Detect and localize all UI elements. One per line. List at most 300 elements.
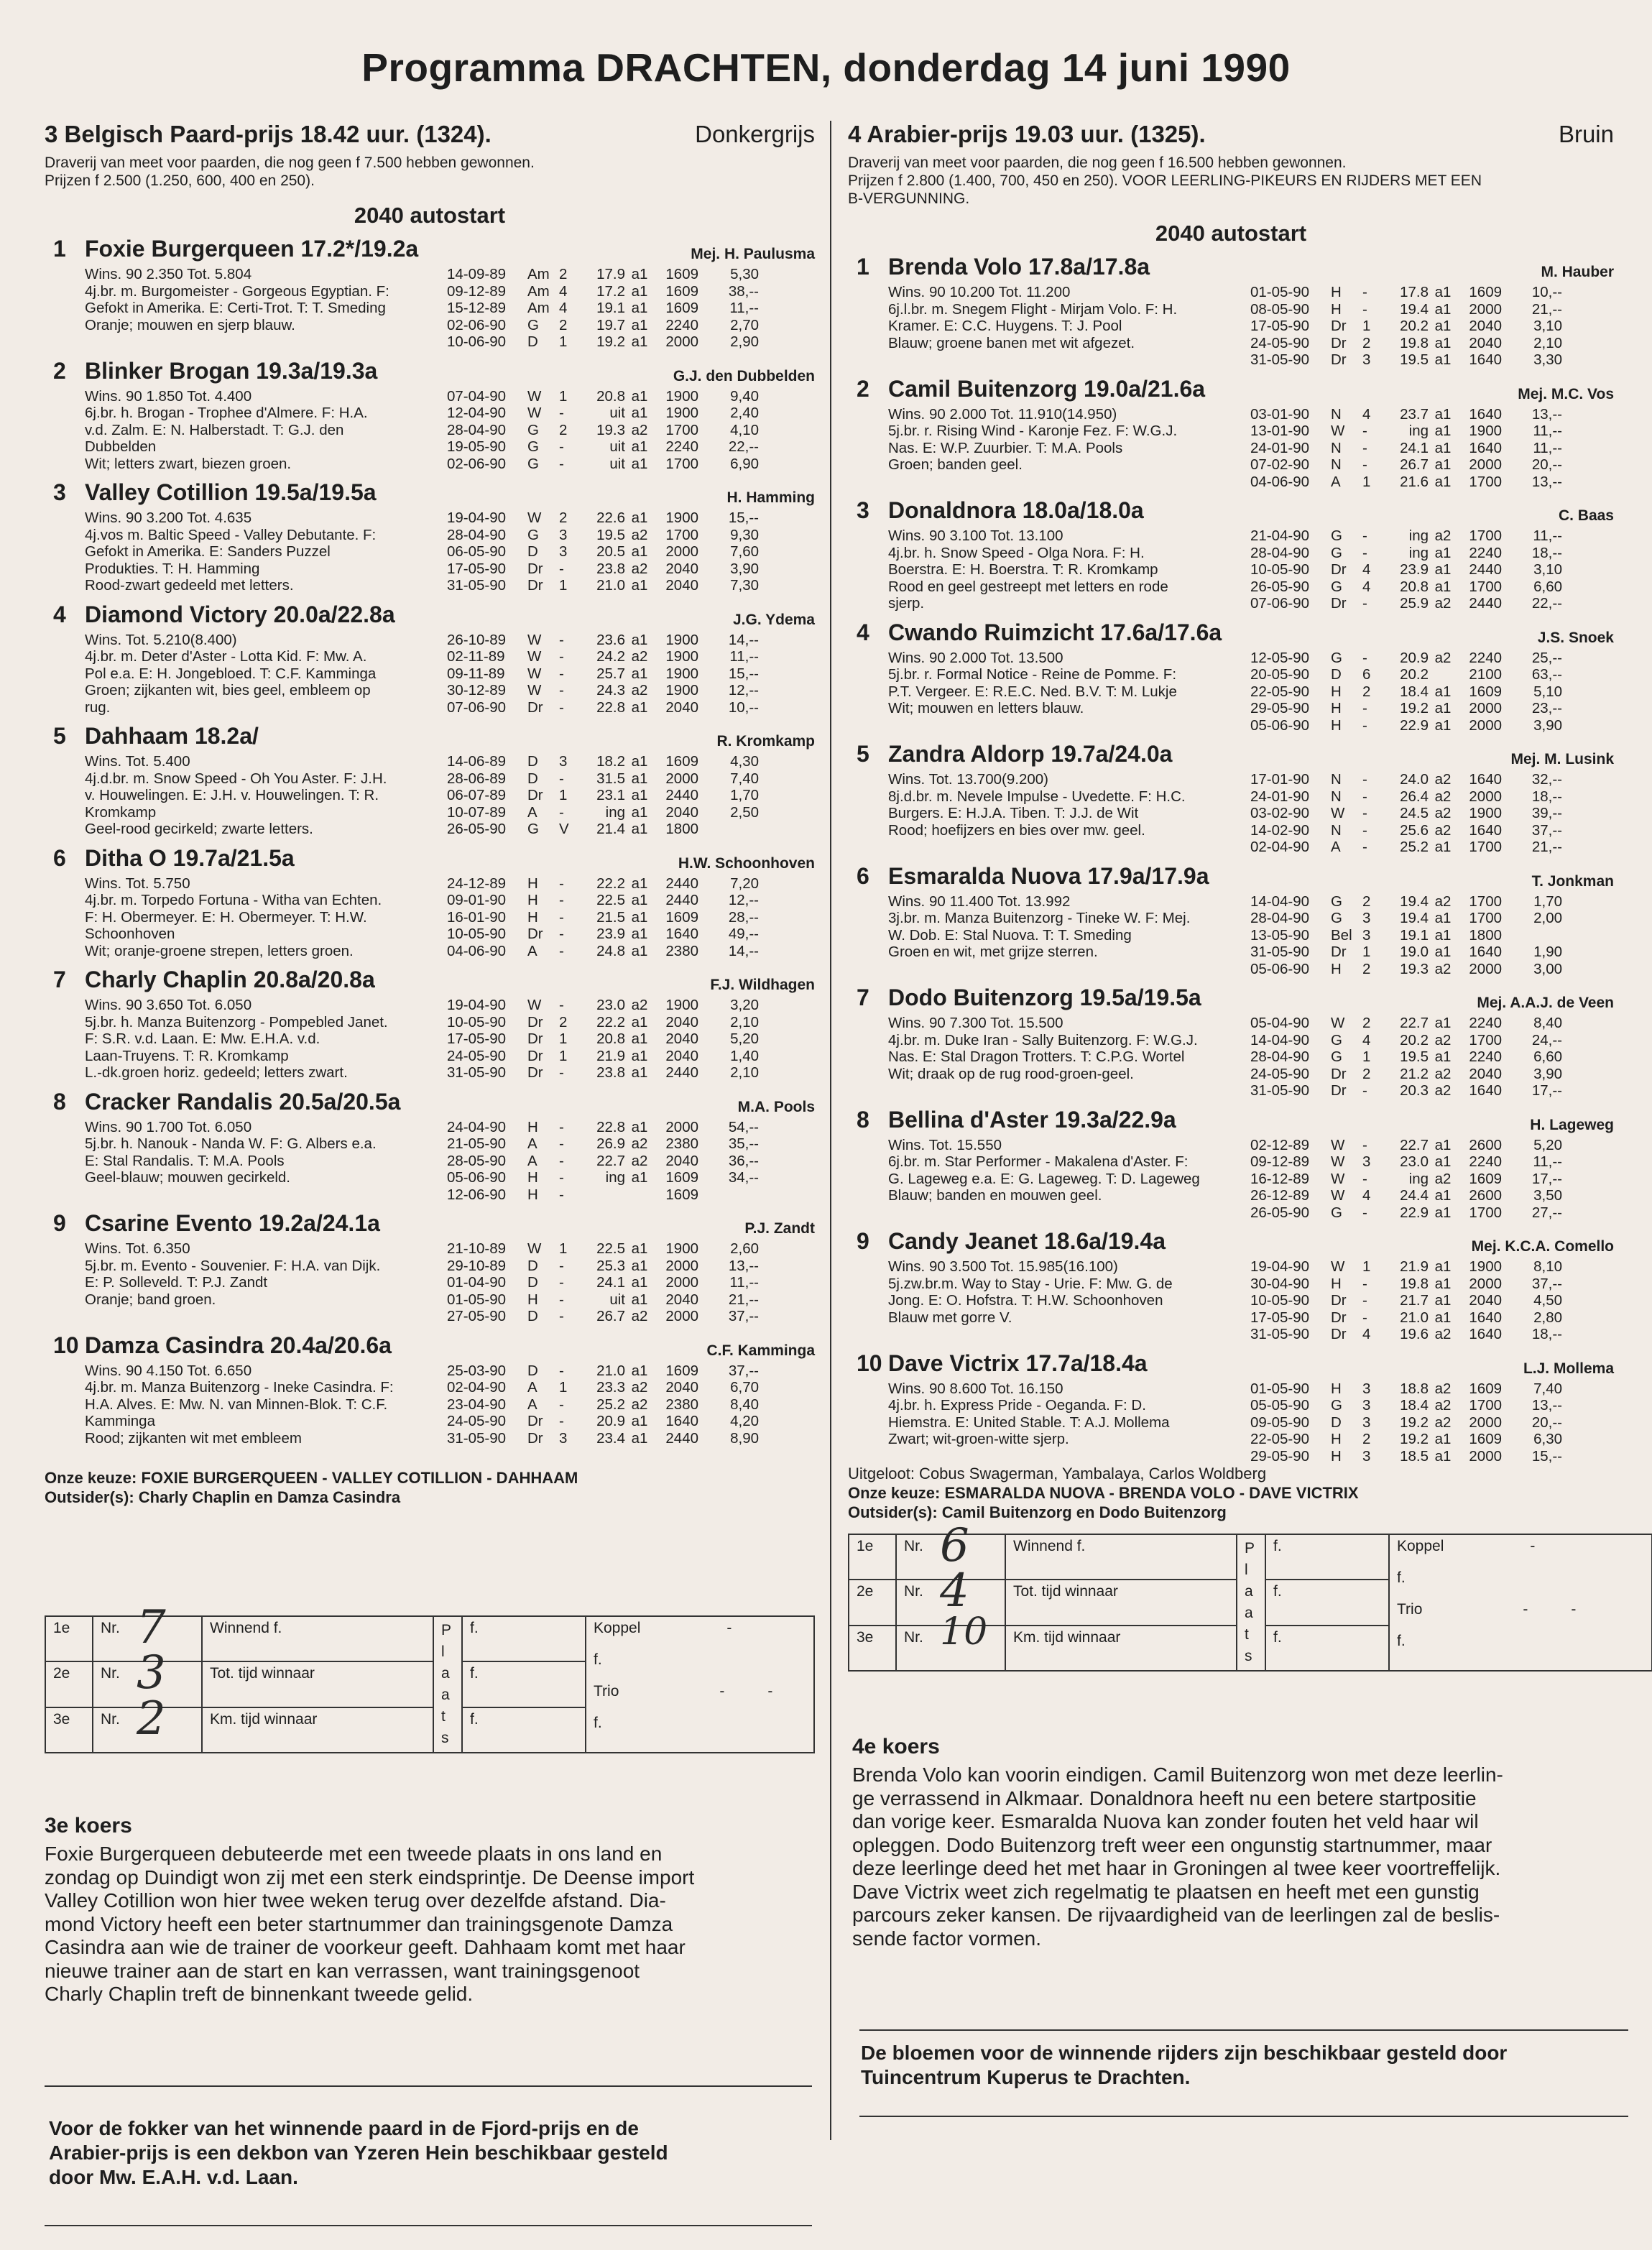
run-cell: 19-05-90: [447, 438, 507, 455]
run-cell: W: [527, 510, 542, 526]
run-cell: a1: [631, 455, 648, 472]
run-cell: 1700: [665, 455, 698, 472]
run-cell: 09-01-90: [447, 892, 507, 908]
run-cell: 3,90: [1533, 716, 1562, 734]
run-cell: Dr: [527, 698, 543, 716]
run-cell: 1: [1362, 1258, 1371, 1275]
info-line: Wins. Tot. 5.400: [85, 753, 190, 770]
run-cell: a1: [1434, 1447, 1452, 1465]
horse-entry: [45, 845, 815, 960]
run-cell: 1609: [665, 1362, 698, 1379]
horse-entry: [848, 376, 1614, 491]
run-row: [447, 456, 815, 473]
info-line: Wins. Tot. 6.350: [85, 1240, 190, 1257]
commentary-line: Brenda Volo kan voorin eindigen. Camil Buitenzorg won met deze leerlin-: [852, 1763, 1503, 1786]
entry-header: [848, 497, 1614, 527]
entry-header: [848, 863, 1614, 893]
run-cell: 26-05-90: [1250, 578, 1310, 595]
run-cell: 54,--: [728, 1118, 759, 1135]
run-cell: -: [1362, 700, 1367, 716]
run-cell: 28-06-89: [447, 770, 507, 787]
run-cell: a1: [1434, 300, 1452, 318]
run-cell: 28,--: [728, 908, 759, 926]
run-cell: -: [559, 1186, 564, 1203]
info-line: Wins. 90 3.650 Tot. 6.050: [85, 997, 252, 1013]
run-row: [1250, 545, 1614, 562]
start-number: 8: [857, 1106, 869, 1133]
entry-header: [45, 723, 815, 753]
run-cell: W: [527, 1240, 542, 1257]
run-cell: 2,50: [730, 803, 759, 821]
run-row: [1250, 284, 1614, 301]
info-line: Gefokt in Amerika. E: Sanders Puzzel: [85, 543, 331, 560]
run-cell: 1: [559, 1031, 568, 1047]
run-cell: 2040: [665, 1379, 698, 1396]
horse-info: [888, 1258, 1219, 1326]
run-cell: a2: [1434, 893, 1452, 910]
trainer-name: C.F. Kamminga: [706, 1342, 815, 1359]
run-cell: -: [1362, 839, 1367, 855]
horse-name: Camil Buitenzorg 19.0a/21.6a: [888, 375, 1206, 402]
run-cell: 22.7: [596, 1152, 625, 1169]
run-cell: -: [1362, 1136, 1367, 1153]
run-cell: 24-05-90: [1250, 1065, 1310, 1082]
race-4-commentary: [852, 1735, 1621, 1950]
run-cell: 31-05-90: [1250, 351, 1310, 368]
run-cell: a1: [1434, 423, 1452, 439]
run-cell: 1: [1362, 318, 1371, 334]
run-cell: 02-06-90: [447, 316, 507, 333]
run-cell: 26-12-89: [1250, 1187, 1310, 1204]
run-cell: 26-05-90: [447, 821, 507, 837]
recent-runs: [447, 1119, 815, 1204]
run-cell: a1: [1434, 1187, 1452, 1204]
entry-body: [848, 406, 1614, 491]
run-cell: 3: [1362, 1397, 1371, 1414]
run-cell: a2: [1434, 649, 1452, 666]
run-cell: W: [527, 405, 542, 421]
run-row: [1250, 1082, 1614, 1099]
run-cell: -: [1362, 771, 1367, 788]
run-cell: 2040: [665, 1047, 698, 1064]
run-cell: Am: [527, 300, 550, 316]
run-cell: A: [527, 1152, 537, 1169]
run-row: [447, 1240, 815, 1258]
info-line: Kamminga: [85, 1413, 155, 1429]
run-cell: 1700: [665, 526, 698, 543]
run-row: [447, 1031, 815, 1048]
run-cell: 06-07-89: [447, 787, 507, 803]
run-row: [1250, 440, 1614, 457]
run-cell: 17.2: [596, 282, 625, 300]
run-cell: H: [1331, 1380, 1342, 1397]
handwritten-number: 3: [137, 1646, 166, 1700]
run-cell: 2000: [665, 770, 698, 787]
run-row: [447, 317, 815, 334]
run-cell: 17,--: [1531, 1082, 1562, 1099]
run-cell: 3: [1362, 926, 1371, 944]
run-row: [1250, 561, 1614, 578]
run-cell: 1: [559, 1379, 568, 1396]
commentary-line: ge verrassend in Alkmaar. Donaldnora heeft nu een betere startpositie: [852, 1786, 1477, 1809]
run-row: [1250, 1032, 1614, 1049]
run-cell: 25,--: [1531, 649, 1562, 666]
trainer-name: H.W. Schoonhoven: [678, 854, 815, 872]
run-cell: 3,10: [1533, 561, 1562, 578]
run-cell: 29-05-90: [1250, 700, 1310, 716]
trainer-name: Mej. M. Lusink: [1510, 751, 1614, 767]
run-cell: 2: [1362, 1065, 1371, 1082]
run-cell: 09-12-89: [447, 282, 507, 300]
run-cell: W: [1331, 1015, 1345, 1031]
start-number: 7: [857, 985, 869, 1010]
run-row: [447, 1153, 815, 1170]
horse-entry: [45, 723, 815, 838]
info-line: Wins. 90 7.300 Tot. 15.500: [888, 1015, 1063, 1031]
run-cell: 01-04-90: [447, 1274, 507, 1291]
run-cell: A: [527, 1396, 537, 1413]
number-cell: [93, 1692, 202, 1753]
run-cell: 19.2: [596, 333, 625, 350]
run-cell: 6,70: [730, 1379, 759, 1396]
info-line: Blauw met gorre V.: [888, 1309, 1012, 1326]
amount-cell: f.: [462, 1616, 586, 1661]
run-cell: [1429, 666, 1457, 683]
entry-header: [45, 236, 815, 266]
run-row: [1250, 1326, 1614, 1343]
run-cell: a1: [631, 665, 648, 682]
info-line: Hiemstra. E: United Stable. T: A.J. Mollema: [888, 1414, 1170, 1431]
run-cell: H: [1331, 683, 1342, 700]
info-line: Schoonhoven: [85, 926, 175, 942]
info-line: Wit; letters zwart, biezen groen.: [85, 455, 292, 472]
run-cell: 25.7: [596, 665, 625, 682]
run-cell: 2380: [665, 942, 698, 959]
run-cell: a1: [1434, 578, 1452, 595]
run-cell: W: [1331, 1136, 1345, 1153]
run-row: [1250, 527, 1614, 545]
run-cell: ing: [605, 1169, 625, 1186]
run-cell: H: [527, 908, 538, 926]
result-label: Tot. tijd winnaar: [202, 1661, 433, 1707]
run-cell: 17-05-90: [447, 560, 507, 577]
run-cell: 19.3: [596, 421, 625, 438]
run-cell: 2040: [1469, 334, 1502, 351]
commentary-title: 3e koers: [45, 1814, 132, 1838]
run-cell: 2,90: [730, 333, 759, 350]
run-cell: -: [559, 698, 564, 716]
run-row: [447, 438, 815, 456]
run-cell: 7,60: [730, 543, 759, 560]
run-row: [447, 333, 815, 351]
run-cell: 24.5: [1400, 805, 1429, 821]
run-cell: 11,--: [1533, 1153, 1562, 1170]
run-row: [1250, 1448, 1614, 1465]
info-line: 4j.br. h. Express Pride - Oeganda. F: D.: [888, 1397, 1146, 1414]
run-cell: 12-06-90: [447, 1186, 507, 1203]
run-cell: W: [1331, 1170, 1345, 1187]
info-line: Wins. 90 2.000 Tot. 13.500: [888, 649, 1063, 666]
entry-header: [45, 1210, 815, 1240]
info-line: Rood-zwart gedeeld met letters.: [85, 577, 294, 594]
run-cell: 28-04-90: [1250, 910, 1310, 926]
run-cell: 17.9: [596, 266, 625, 282]
run-cell: 21.9: [596, 1047, 625, 1064]
run-cell: W: [527, 997, 542, 1013]
run-cell: D: [527, 1257, 538, 1274]
run-cell: 24-12-89: [447, 875, 507, 892]
trainer-name: H. Hamming: [726, 489, 815, 506]
run-cell: 3,90: [1533, 1065, 1562, 1082]
run-cell: 09-12-89: [1250, 1153, 1310, 1170]
info-line: rug.: [85, 698, 111, 716]
run-cell: 2,10: [730, 1064, 759, 1081]
info-line: Blauw; banden en mouwen geel.: [888, 1187, 1102, 1204]
info-line: H.A. Alves. E: Mw. N. van Minnen-Blok. T: C.F.: [85, 1396, 388, 1413]
run-row: [1250, 1258, 1614, 1276]
run-row: [447, 1258, 815, 1275]
run-cell: 23.0: [596, 997, 625, 1013]
run-cell: 11,--: [1533, 439, 1562, 456]
horse-entry: [45, 601, 815, 716]
run-row: [447, 422, 815, 439]
run-cell: 1700: [1469, 1397, 1502, 1414]
footer-line: De bloemen voor de winnende rijders zijn beschikbaar gesteld door: [861, 2042, 1508, 2064]
run-cell: 19.2: [1400, 1431, 1429, 1447]
run-cell: 13,--: [1531, 473, 1562, 490]
run-cell: a1: [1434, 1048, 1452, 1065]
run-cell: a1: [1434, 1275, 1452, 1292]
run-cell: a2: [631, 1152, 648, 1169]
run-cell: 5,10: [1533, 683, 1562, 700]
trainer-name: H. Lageweg: [1530, 1116, 1614, 1133]
run-cell: 18.5: [1400, 1447, 1429, 1465]
run-row: [1250, 318, 1614, 335]
run-cell: 07-02-90: [1250, 456, 1310, 473]
amount-cell: f.: [1265, 1580, 1389, 1625]
run-cell: Dr: [527, 787, 543, 803]
run-cell: 1900: [665, 631, 698, 648]
entry-header: [848, 254, 1614, 284]
run-cell: 25.6: [1400, 821, 1429, 839]
start-type: 2040 autostart: [354, 203, 506, 228]
run-cell: 13-01-90: [1250, 423, 1310, 439]
run-cell: a2: [1434, 1031, 1452, 1048]
run-cell: [698, 821, 759, 838]
trio-amount: f.: [1397, 1633, 1406, 1649]
run-cell: -: [559, 1291, 564, 1308]
run-cell: a2: [1434, 595, 1452, 612]
info-line: 4j.br. m. Burgomeister - Gorgeous Egyptian. F:: [85, 282, 389, 300]
run-cell: 24-04-90: [447, 1118, 507, 1135]
trainer-name: F.J. Wildhagen: [710, 977, 815, 993]
run-cell: 1700: [1469, 473, 1502, 490]
run-cell: -: [559, 1064, 564, 1081]
recent-runs: [447, 632, 815, 716]
run-cell: -: [559, 438, 564, 455]
run-cell: 37,--: [728, 1308, 759, 1324]
info-line: Burgers. E: H.J.A. Tiben. T: J.J. de Wit: [888, 805, 1139, 821]
run-cell: Dr: [1331, 1065, 1347, 1082]
run-cell: 1: [559, 577, 568, 594]
run-cell: 2100: [1469, 666, 1502, 683]
horse-entry: [848, 254, 1614, 369]
run-cell: -: [1362, 788, 1367, 805]
run-cell: 1900: [665, 1240, 698, 1257]
run-row: [447, 665, 815, 683]
run-cell: 19.4: [1400, 910, 1429, 926]
commentary-line: nieuwe trainer aan de start en kan verrassen, want trainingsgenoot: [45, 1959, 640, 1982]
run-cell: 26.9: [596, 1135, 625, 1152]
run-cell: 1640: [665, 926, 698, 942]
run-cell: D: [527, 1308, 538, 1324]
condition-line: Draverij van meet voor paarden, die nog geen f 7.500 hebben gewonnen.: [45, 155, 535, 171]
entry-body: [848, 893, 1614, 978]
run-cell: 19.4: [1400, 300, 1429, 318]
result-table-race-4: [848, 1519, 1652, 1672]
run-cell: a1: [631, 787, 648, 803]
run-cell: N: [1331, 439, 1342, 456]
recent-runs: [447, 997, 815, 1082]
commentary-line: Casindra aan wie de trainer de voorkeur geeft. Dahhaam komt met haar: [45, 1936, 686, 1958]
run-cell: H: [527, 1118, 538, 1135]
run-cell: -: [1362, 284, 1367, 300]
horse-name: Csarine Evento 19.2a/24.1a: [85, 1210, 380, 1236]
run-cell: 21,--: [1531, 839, 1562, 855]
info-line: Laan-Truyens. T: R. Kromkamp: [85, 1047, 289, 1064]
entry-body: [848, 1137, 1614, 1222]
run-cell: 02-04-90: [1250, 839, 1310, 855]
run-cell: a2: [1434, 1397, 1452, 1414]
run-row: [1250, 1292, 1614, 1309]
run-cell: 30-04-90: [1250, 1275, 1310, 1292]
run-cell: a1: [1434, 1309, 1452, 1326]
entry-header: [848, 741, 1614, 771]
divider-line: [45, 2085, 812, 2087]
info-line: Jong. E: O. Hofstra. T: H.W. Schoonhoven: [888, 1292, 1163, 1309]
run-cell: 2000: [1469, 1414, 1502, 1431]
run-cell: 1,90: [1533, 944, 1562, 960]
run-cell: 3,90: [730, 560, 759, 577]
run-cell: 2040: [665, 1013, 698, 1031]
run-cell: 21.0: [1400, 1309, 1429, 1326]
run-cell: 2040: [665, 1152, 698, 1169]
run-cell: 20.3: [1400, 1082, 1429, 1099]
run-cell: 07-06-90: [1250, 595, 1310, 612]
run-cell: -: [1362, 1309, 1367, 1326]
run-cell: 1900: [1469, 805, 1502, 821]
horse-info: [888, 406, 1219, 474]
run-cell: 2: [559, 510, 568, 526]
run-cell: a1: [631, 1240, 648, 1257]
run-cell: a1: [1434, 1136, 1452, 1153]
run-cell: 1700: [1469, 527, 1502, 544]
amount-cell: f.: [1265, 1534, 1389, 1580]
race-title: 3 Belgisch Paard-prijs 18.42 uur. (1324).: [45, 121, 492, 147]
run-cell: 26-05-90: [1250, 1204, 1310, 1221]
start-number: 10: [53, 1332, 79, 1358]
run-row: [1250, 1187, 1614, 1204]
run-cell: 18,--: [1531, 1326, 1562, 1342]
run-cell: a1: [631, 1013, 648, 1031]
info-line: Blauw; groene banen met wit afgezet.: [888, 334, 1135, 351]
entry-header: [45, 845, 815, 875]
run-cell: 6: [1362, 666, 1371, 683]
recent-runs: [447, 266, 815, 351]
koppel-text: Koppel: [594, 1620, 641, 1636]
amount-cell: f.: [1265, 1626, 1389, 1671]
amount-cell: f.: [462, 1707, 586, 1753]
run-cell: 24.4: [1400, 1187, 1429, 1204]
horse-name: Valley Cotillion 19.5a/19.5a: [85, 479, 377, 505]
run-cell: -: [559, 1257, 564, 1274]
run-cell: 36,--: [728, 1152, 759, 1169]
run-cell: 24.0: [1400, 771, 1429, 788]
run-cell: D: [527, 770, 538, 787]
run-cell: 2240: [1469, 544, 1502, 561]
run-cell: 2: [559, 266, 568, 282]
horse-entry: [848, 1350, 1614, 1465]
run-cell: 49,--: [728, 926, 759, 942]
run-cell: a1: [631, 438, 648, 455]
run-cell: a1: [1434, 944, 1452, 960]
run-cell: 18.4: [1400, 1397, 1429, 1414]
run-cell: H: [1331, 1447, 1342, 1465]
run-cell: a1: [1434, 716, 1452, 734]
run-cell: 06-05-90: [447, 543, 507, 560]
dash: -: [726, 1620, 732, 1636]
run-cell: 10,--: [728, 698, 759, 716]
run-cell: a1: [631, 892, 648, 908]
run-cell: G: [1331, 578, 1342, 595]
run-cell: 1700: [1469, 839, 1502, 855]
run-cell: 37,--: [728, 1362, 759, 1379]
trio-text: Trio: [594, 1683, 619, 1700]
amount-cell: f.: [462, 1661, 586, 1707]
place-label: 2e: [45, 1661, 93, 1707]
run-cell: 2,00: [1533, 910, 1562, 926]
entry-body: [848, 1258, 1614, 1343]
run-cell: 1700: [1469, 893, 1502, 910]
horse-entry: [45, 967, 815, 1082]
run-cell: 7,40: [1533, 1380, 1562, 1397]
run-cell: [578, 1186, 625, 1204]
commentary-line: deze leerlinge deed het met haar in Groningen al twee keer voortreffelijk.: [852, 1857, 1501, 1879]
run-cell: a1: [631, 1118, 648, 1135]
horse-name: Candy Jeanet 18.6a/19.4a: [888, 1228, 1166, 1254]
trainer-name: Mej. H. Paulusma: [691, 246, 815, 262]
run-cell: 22.9: [1400, 1204, 1429, 1221]
run-cell: -: [559, 405, 564, 421]
run-cell: 07-06-90: [447, 698, 507, 716]
run-cell: a1: [1434, 439, 1452, 456]
info-line: 5j.zw.br.m. Way to Stay - Urie. F: Mw. G. de: [888, 1275, 1173, 1292]
info-line: 4j.br. m. Deter d'Aster - Lotta Kid. F: Mw. A.: [85, 648, 367, 665]
run-cell: 19.7: [596, 316, 625, 333]
run-cell: 2240: [1469, 1015, 1502, 1031]
run-cell: Dr: [1331, 944, 1347, 960]
run-cell: 21-05-90: [447, 1135, 507, 1152]
run-cell: a1: [1434, 926, 1452, 944]
entry-header: [848, 1107, 1614, 1137]
run-cell: 28-04-90: [447, 526, 507, 543]
run-row: [1250, 301, 1614, 318]
run-cell: 23.8: [596, 560, 625, 577]
run-cell: 2440: [665, 787, 698, 803]
run-cell: a1: [631, 1274, 648, 1291]
run-cell: 28-04-90: [1250, 1048, 1310, 1065]
info-line: W. Dob. E: Stal Nuova. T: T. Smeding: [888, 926, 1132, 944]
